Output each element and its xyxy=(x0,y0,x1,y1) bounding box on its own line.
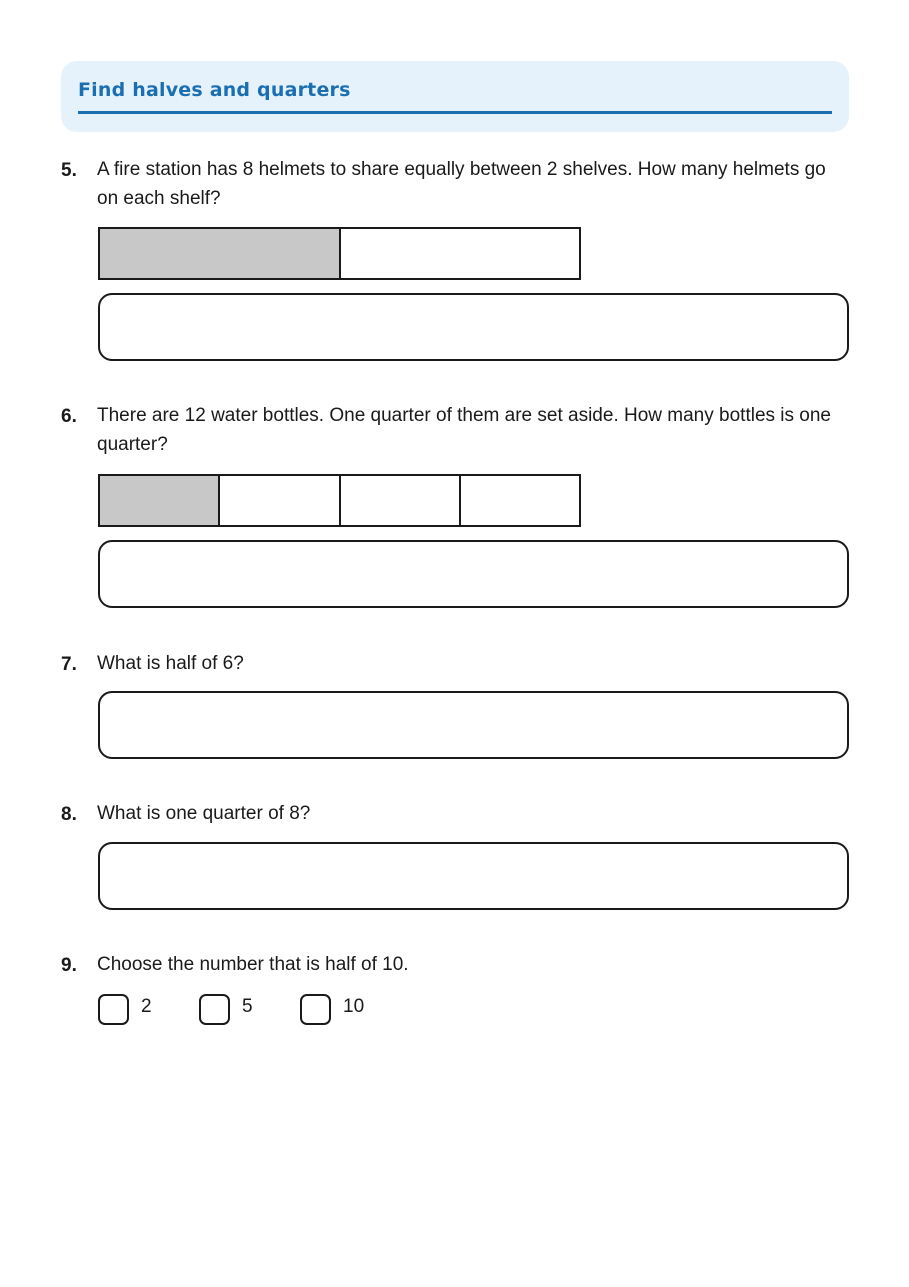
option-checkbox[interactable] xyxy=(300,994,331,1025)
section-title: Find halves and quarters xyxy=(78,79,351,101)
bar-part-shaded xyxy=(100,229,341,278)
bar-part xyxy=(341,476,461,525)
answer-box-q5[interactable] xyxy=(98,293,849,361)
section-header xyxy=(61,61,849,132)
bar-part xyxy=(341,229,580,278)
answer-box-q7[interactable] xyxy=(98,691,849,759)
question-text: A fire station has 8 helmets to share equally between 2 shelves. How many helmets go on each shelf? xyxy=(97,159,826,209)
answer-box-q6[interactable] xyxy=(98,540,849,608)
option-5[interactable] xyxy=(199,994,253,1025)
question-text: What is half of 6? xyxy=(97,653,244,674)
bar-part xyxy=(220,476,340,525)
bar-part-shaded xyxy=(100,476,220,525)
question-number: 8. xyxy=(61,804,77,825)
option-2[interactable] xyxy=(98,994,152,1025)
option-10[interactable] xyxy=(300,994,364,1025)
option-label: 2 xyxy=(141,995,152,1017)
question-text: There are 12 water bottles. One quarter of them are set aside. How many bottles is one quarter? xyxy=(97,405,831,455)
option-checkbox[interactable] xyxy=(98,994,129,1025)
option-label: 10 xyxy=(343,995,365,1017)
bar-part xyxy=(461,476,579,525)
bar-model-halves xyxy=(98,227,581,280)
question-text: What is one quarter of 8? xyxy=(97,803,311,824)
question-text: Choose the number that is half of 10. xyxy=(97,954,409,975)
question-number: 7. xyxy=(61,654,77,675)
bar-model-quarters xyxy=(98,474,581,527)
question-number: 6. xyxy=(61,406,77,427)
question-number: 5. xyxy=(61,160,77,181)
answer-box-q8[interactable] xyxy=(98,842,849,910)
header-divider xyxy=(78,111,832,114)
question-number: 9. xyxy=(61,955,77,976)
option-label: 5 xyxy=(242,995,253,1017)
option-checkbox[interactable] xyxy=(199,994,230,1025)
